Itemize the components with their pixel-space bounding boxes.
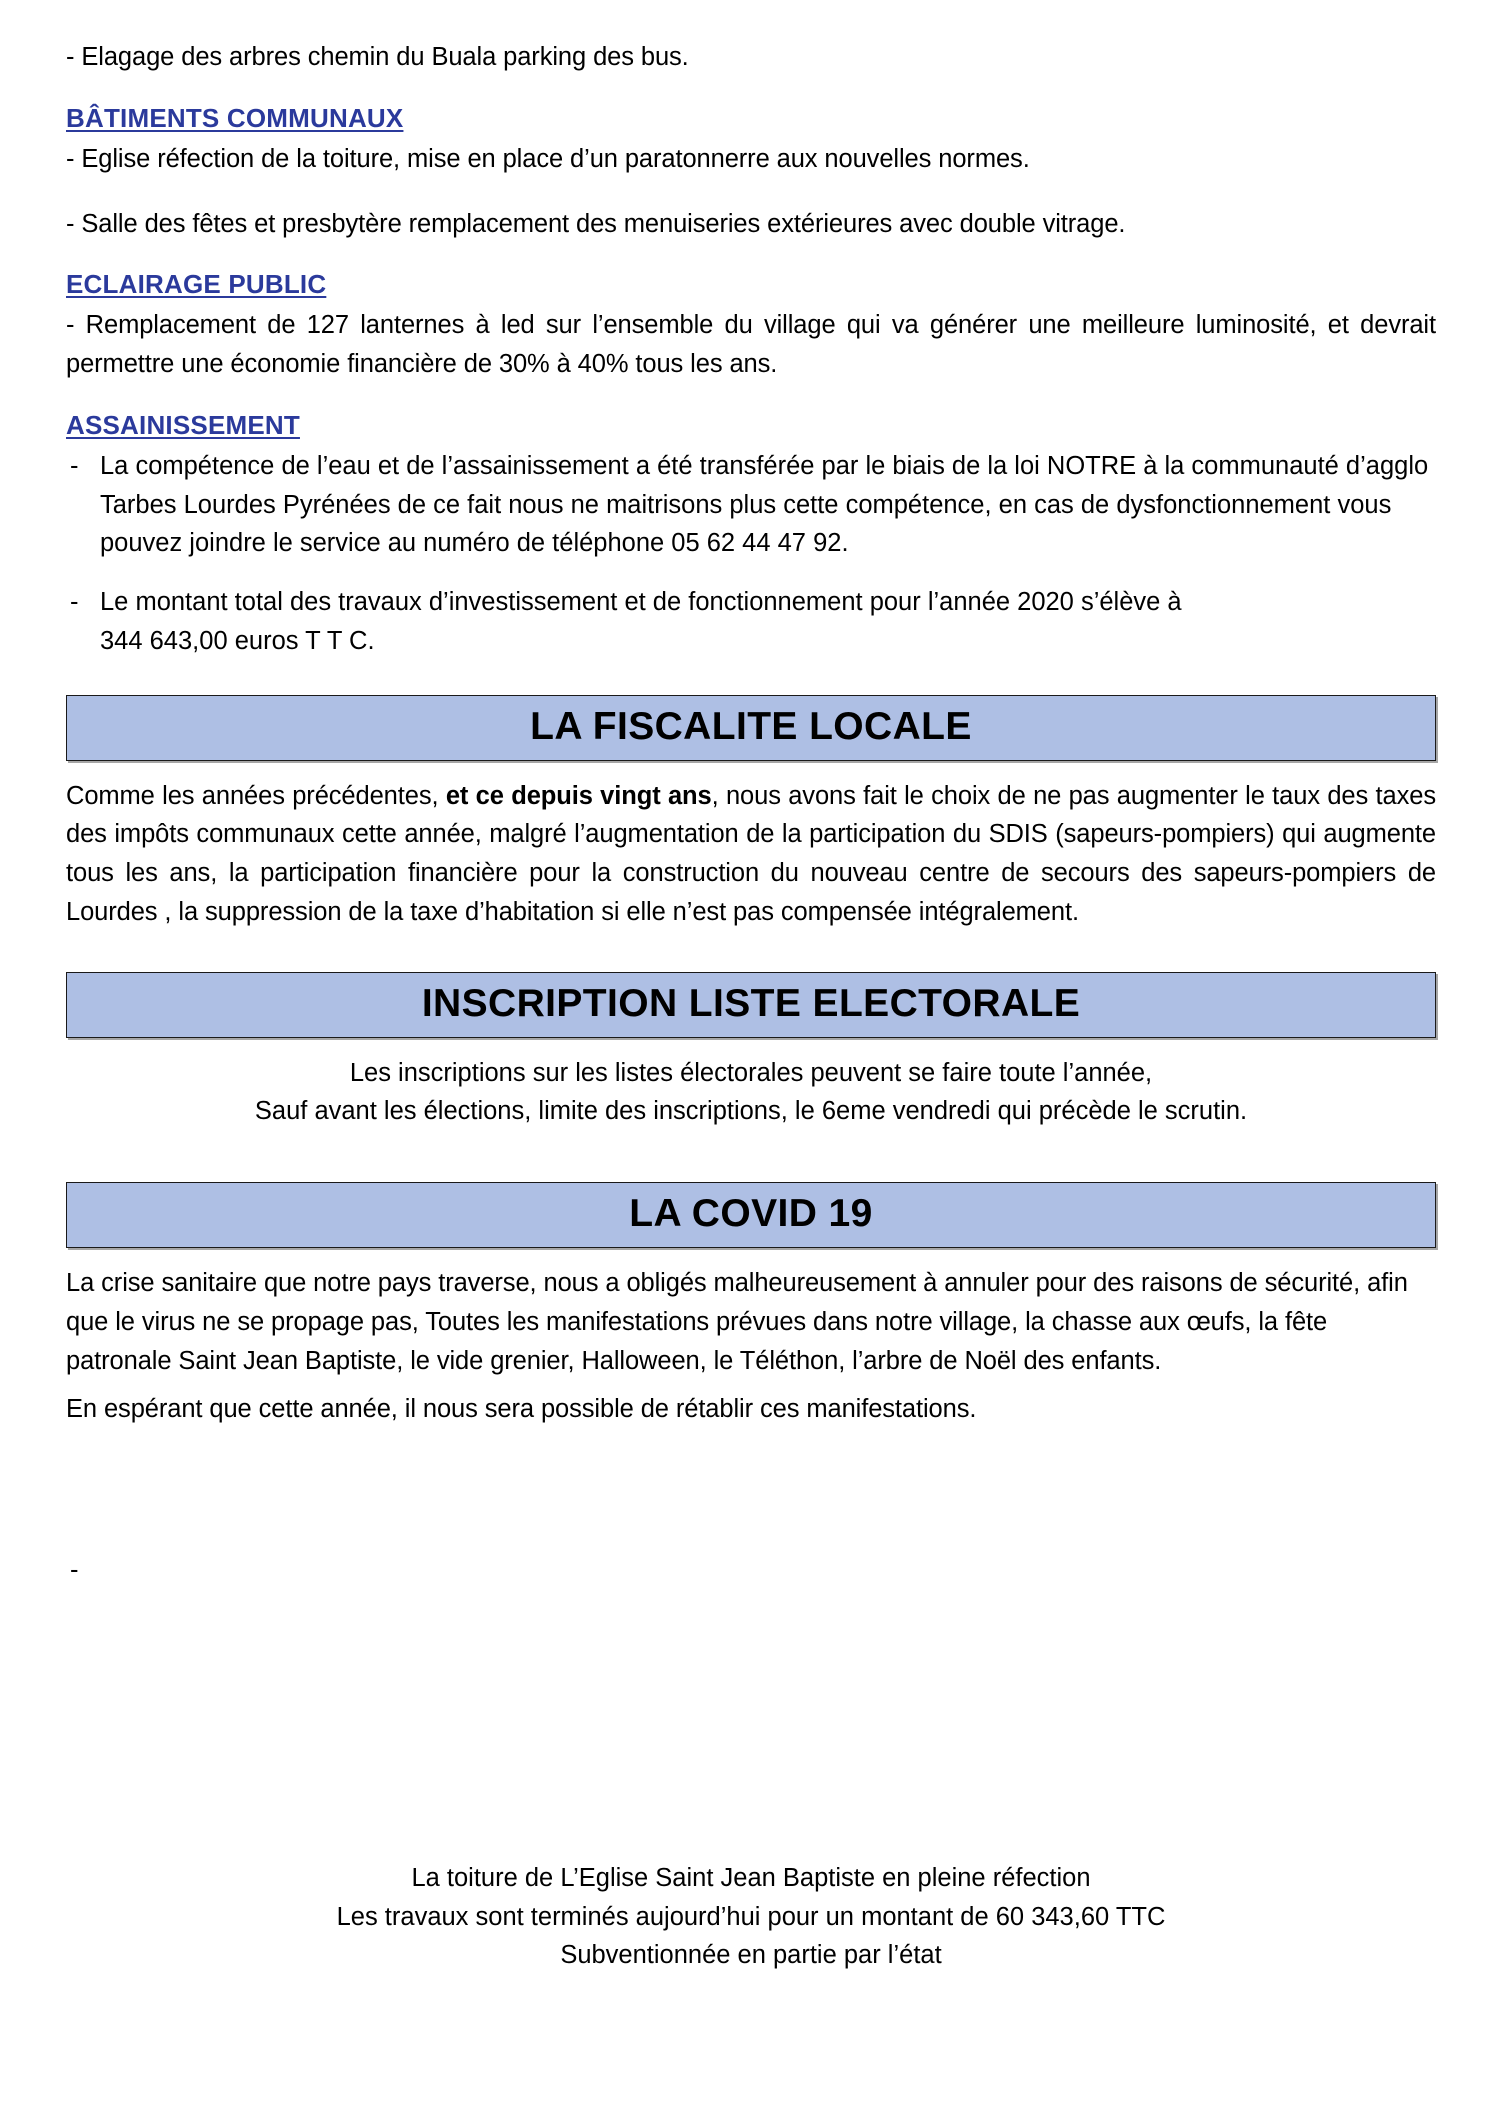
spacer: [66, 1248, 1436, 1264]
heading-assainissement: ASSAINISSEMENT: [66, 409, 300, 440]
spacer: [66, 253, 1436, 269]
electorale-line-2: Sauf avant les élections, limite des inscriptions, le 6eme vendredi qui précède le scrutin.: [254, 1096, 1248, 1125]
fiscalite-text-bold: et ce depuis vingt ans: [445, 781, 712, 810]
spacer: [66, 761, 1436, 777]
fiscalite-text-part-1: Comme les années précédentes,: [66, 781, 446, 810]
spacer: [66, 942, 1436, 972]
assainissement-bullet-2-line-2: 344 643,00 euros T T C.: [100, 626, 375, 655]
assainissement-bullet-2-line-1: Le montant total des travaux d’investissement et de fonctionnement pour l’année 2020 s’élève à: [100, 588, 1182, 616]
banner-inscription-liste-electorale: INSCRIPTION LISTE ELECTORALE: [66, 972, 1436, 1038]
footer-line-1: La toiture de L’Eglise Saint Jean Baptiste en pleine réfection: [411, 1863, 1091, 1892]
footer-line-2: Les travaux sont terminés aujourd’hui pour un montant de 60 343,60 TTC: [336, 1902, 1166, 1931]
spacer: [66, 87, 1436, 103]
assainissement-bullet-1: [66, 447, 1436, 563]
spacer: [66, 1431, 1436, 1551]
batiments-line-1: - Eglise réfection de la toiture, mise en place d’un paratonnerre aux nouvelles normes.: [66, 144, 1030, 173]
heading-batiments-communaux: BÂTIMENTS COMMUNAUX: [66, 102, 404, 133]
fiscalite-text-part-2: , nous avons fait le choix de ne pas augmenter le taux des taxes des impôts communaux cette année, malgré l’augmentation de la participation du SDIS (sapeurs-pompiers) qui augmente tous les ans, la participation financière pour la construction du nouveau centre de secours des sapeurs-pompiers de Lourdes , la suppression de la taxe d’habitation si elle n’est pas compensée intégralement.: [66, 781, 1436, 926]
assainissement-bullet-1-text: La compétence de l’eau et de l’assainissement a été transférée par le biais de la loi NOTRE à la communauté d’agglo Tarbes Lourdes Pyrénées de ce fait nous ne maitrisons plus cette compétence, en cas de dysfonctionnement vous pouvez joindre le service au numéro de téléphone 05 62 44 47 92.: [100, 451, 1429, 558]
spacer: [66, 665, 1436, 695]
trailing-dash-marker: -: [70, 1556, 79, 1584]
assainissement-bullet-2: [66, 583, 1436, 661]
heading-eclairage-public: ECLAIRAGE PUBLIC: [66, 269, 327, 300]
eclairage-body: - Remplacement de 127 lanternes à led sur l’ensemble du village qui va générer une meilleure luminosité, et devrait permettre une économie financière de 30% à 40% tous les ans.: [66, 311, 1436, 378]
spacer: [66, 1130, 1436, 1182]
footer-line-3: Subventionnée en partie par l’état: [560, 1941, 942, 1970]
bullet-dash-marker: -: [70, 588, 79, 616]
spacer: [66, 394, 1436, 410]
covid-paragraph-2: En espérant que cette année, il nous sera possible de rétablir ces manifestations.: [66, 1395, 977, 1424]
banner-la-covid-19: LA COVID 19: [66, 1182, 1436, 1248]
spacer: [66, 1038, 1436, 1054]
footer-caption: [66, 1859, 1436, 1975]
banner-la-fiscalite-locale: LA FISCALITE LOCALE: [66, 695, 1436, 761]
electorale-line-1: Les inscriptions sur les listes électorales peuvent se faire toute l’année,: [349, 1058, 1153, 1087]
bullet-dash-marker: -: [70, 451, 79, 480]
elagage-line: - Elagage des arbres chemin du Buala parking des bus.: [66, 43, 689, 71]
spacer: [66, 567, 1436, 583]
fiscalite-body: [66, 777, 1436, 932]
batiments-line-2: - Salle des fêtes et presbytère remplacement des menuiseries extérieures avec double vitrage.: [66, 209, 1126, 238]
assainissement-bullet-2-text: [100, 583, 1436, 661]
spacer: [66, 189, 1436, 205]
covid-paragraph-1: La crise sanitaire que notre pays traverse, nous a obligés malheureusement à annuler pour des raisons de sécurité, afin que le virus ne se propage pas, Toutes les manifestations prévues dans notre village, la chasse aux œufs, la fête patronale Saint Jean Baptiste, le vide grenier, Halloween, le Téléthon, l’arbre de Noël des enfants.: [66, 1269, 1408, 1375]
